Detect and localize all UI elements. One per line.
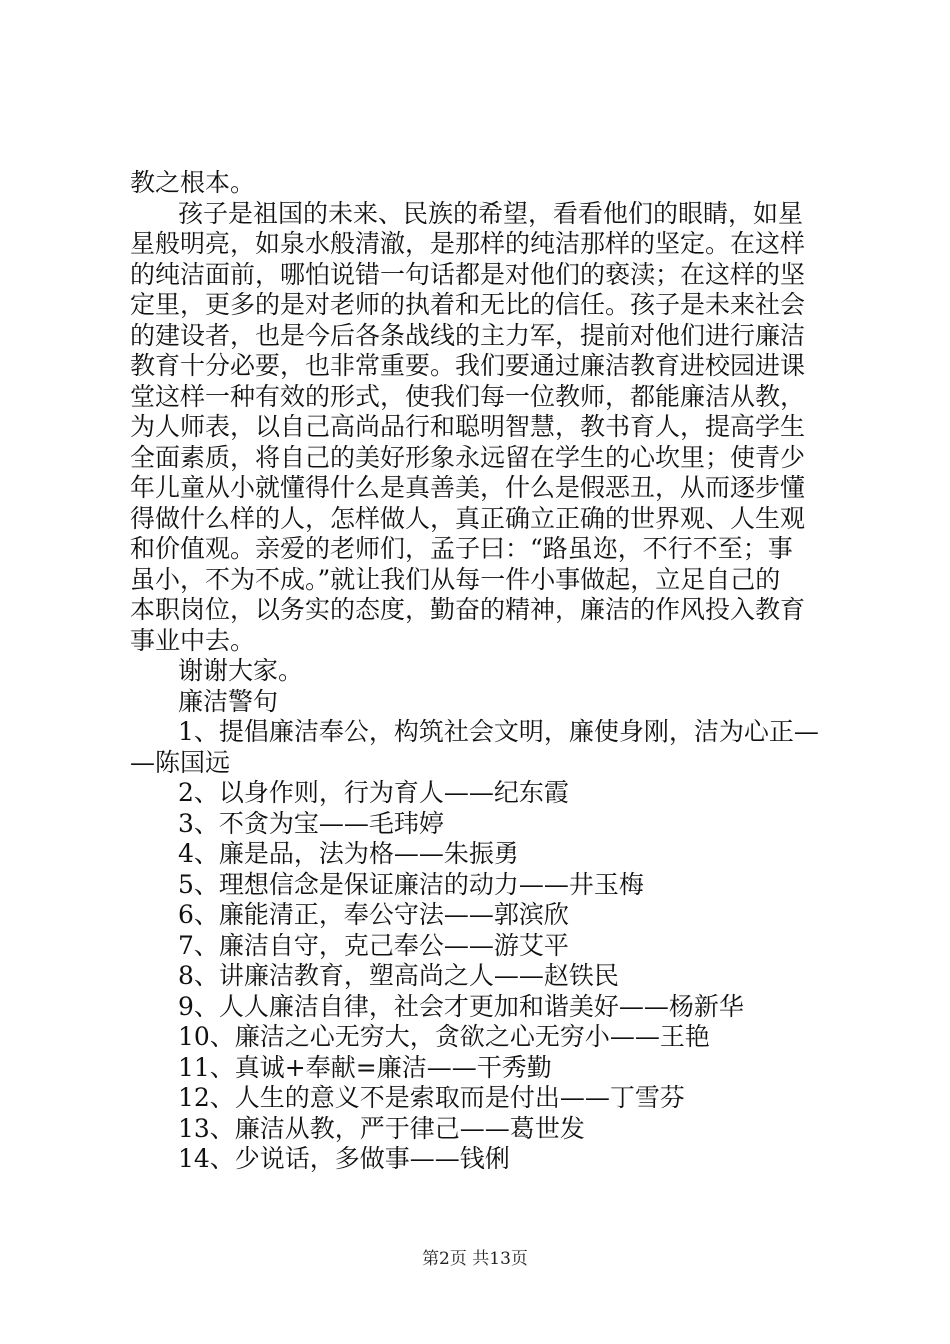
paragraph-line: 事业中去。 xyxy=(130,625,256,655)
paragraph-line: 的纯洁面前，哪怕说错一句话都是对他们的亵渎；在这样的坚 xyxy=(130,259,806,289)
quote-item: 13、廉洁从教，严于律己——葛世发 xyxy=(178,1113,585,1143)
quote-item: 4、廉是品，法为格——朱振勇 xyxy=(178,839,519,868)
quote-item: 9、人人廉洁自律，社会才更加和谐美好——杨新华 xyxy=(178,991,744,1021)
quote-item: 3、不贪为宝——毛玮婷 xyxy=(178,808,444,838)
quote-item: 1、提倡廉洁奉公，构筑社会文明，廉使身刚，洁为心正— xyxy=(178,717,819,746)
quote-item: 11、真诚+奉献=廉洁——干秀勤 xyxy=(178,1052,552,1082)
quote-item: 7、廉洁自守，克己奉公——游艾平 xyxy=(178,930,569,960)
paragraph-line: 的建设者，也是今后各条战线的主力军，提前对他们进行廉洁 xyxy=(130,320,806,350)
quote-item: 14、少说话，多做事——钱俐 xyxy=(178,1144,510,1173)
paragraph-line: 孩子是祖国的未来、民族的希望，看看他们的眼睛，如星 xyxy=(178,198,804,228)
paragraph-line: 教育十分必要，也非常重要。我们要通过廉洁教育进校园进课 xyxy=(130,351,806,380)
paragraph-line: 定里，更多的是对老师的执着和无比的信任。孩子是未来社会 xyxy=(130,290,806,319)
document-body xyxy=(130,168,830,1175)
quote-item: 12、人生的意义不是索取而是付出——丁雪芬 xyxy=(178,1083,685,1112)
paragraph-line: 得做什么样的人，怎样做人，真正确立正确的世界观、人生观 xyxy=(130,503,806,533)
quote-item: 8、讲廉洁教育，塑高尚之人——赵铁民 xyxy=(178,961,619,990)
quote-item: 10、廉洁之心无穷大，贪欲之心无穷小——王艳 xyxy=(178,1022,710,1051)
paragraph-line: 年儿童从小就懂得什么是真善美，什么是假恶丑，从而逐步懂 xyxy=(130,473,806,502)
quote-item: 6、廉能清正，奉公守法——郭滨欣 xyxy=(178,900,569,929)
quote-item-continuation: —陈国远 xyxy=(130,747,231,777)
paragraph-continuation: 教之根本。 xyxy=(130,168,256,197)
paragraph-line: 虽小，不为不成。”就让我们从每一件小事做起，立足自己的 xyxy=(130,564,781,594)
quote-list xyxy=(130,717,830,1175)
section-title: 廉洁警句 xyxy=(178,686,279,716)
paragraph-line: 为人师表，以自己高尚品行和聪明智慧，教书育人，提高学生 xyxy=(130,412,806,441)
paragraph-line: 星般明亮，如泉水般清澈，是那样的纯洁那样的坚定。在这样 xyxy=(130,229,806,258)
paragraph-line: 堂这样一种有效的形式，使我们每一位教师，都能廉洁从教， xyxy=(130,381,806,411)
quote-item: 2、以身作则，行为育人——纪东霞 xyxy=(178,778,569,807)
thanks-text: 谢谢大家。 xyxy=(178,656,304,685)
quote-item: 5、理想信念是保证廉洁的动力——井玉梅 xyxy=(178,869,644,899)
paragraph-children-future xyxy=(130,199,830,657)
paragraph-line: 和价值观。亲爱的老师们，孟子曰：“路虽迩，不行不至；事 xyxy=(130,534,793,563)
paragraph-line: 本职岗位，以务实的态度，勤奋的精神，廉洁的作风投入教育 xyxy=(130,595,806,624)
page-footer: 第2页 共13页 xyxy=(422,1249,528,1269)
paragraph-line: 全面素质，将自己的美好形象永远留在学生的心坎里；使青少 xyxy=(130,442,806,472)
